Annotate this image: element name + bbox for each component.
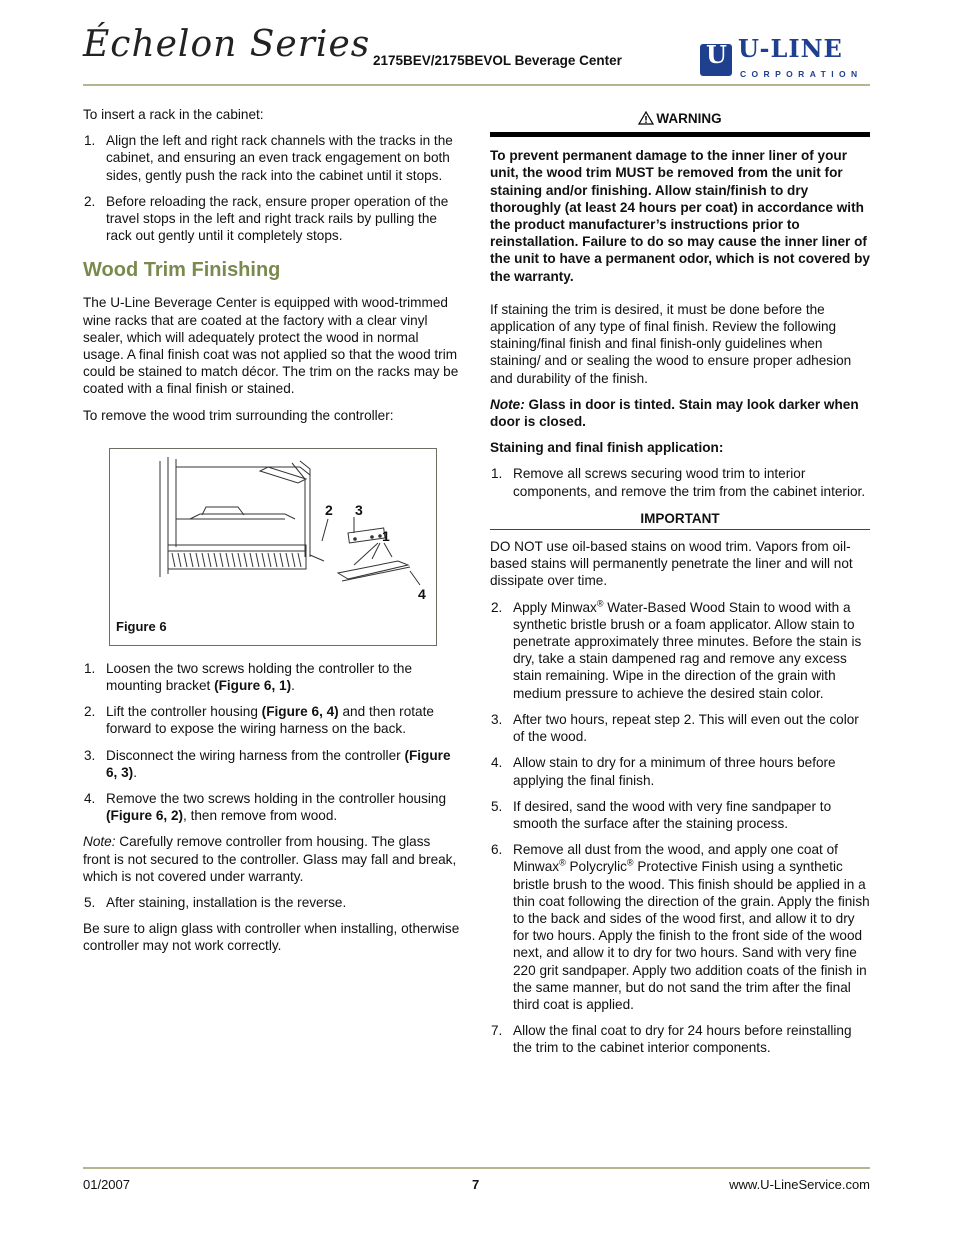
figure-callout: 1: [382, 527, 390, 544]
header-rule: [83, 84, 870, 86]
logo-name: U-LINE: [738, 34, 843, 63]
glass-note: Note: Carefully remove controller from housing. The glass front is not secured to the controller. Glass may fall and break, which is not covered under warranty.: [83, 834, 457, 884]
page-number: 7: [472, 1177, 480, 1192]
figure-6: [109, 448, 437, 646]
left-column: [83, 106, 461, 964]
figure-callout: 4: [418, 585, 426, 602]
list-item: 5. After staining, installation is the reverse.: [84, 895, 347, 911]
figure-callout: 2: [325, 501, 333, 518]
u-line-logo-mark: U: [700, 44, 732, 76]
logo-subtitle: CORPORATION: [740, 69, 863, 79]
insert-intro: To insert a rack in the cabinet:: [83, 107, 264, 122]
footer-rule: [83, 1167, 870, 1169]
figure-caption: Figure 6: [116, 618, 167, 634]
warning-text: To prevent permanent damage to the inner liner of your unit, the wood trim MUST be removed from the unit for staining and/or finishing. Allow stain/finish to dry thoroughly (at least 24 hours per coat) in accordance with the product manufacturer’s instructions prior to reinstallation. Failure to do so may cause the inner liner of the unit to have a permanent odor, which is not covered by the warranty.: [490, 148, 870, 284]
list-item: 4. Allow stain to dry for a minimum of three hours before applying the final finish.: [491, 755, 836, 788]
list-item: 3. After two hours, repeat step 2. This will even out the color of the wood.: [491, 711, 859, 745]
important-heading: IMPORTANT: [490, 510, 870, 530]
closing-paragraph: Be sure to align glass with controller when installing, otherwise controller may not work correctly.: [83, 921, 460, 954]
important-text: DO NOT use oil-based stains on wood trim. Vapors from oil-based stains will permanently penetrate the liner and will not dissipate over time.: [490, 539, 853, 589]
section-heading: Wood Trim Finishing: [83, 259, 281, 282]
list-item: 4. Remove the two screws holding in the controller housing (Figure 6, 2), then remove from wood.: [84, 791, 447, 824]
u-line-logo: [700, 34, 870, 79]
controller-diagram: [110, 449, 436, 645]
series-title: Échelon Series: [83, 24, 371, 65]
list-item: 1. Remove all screws securing wood trim to interior components, and remove the trim from the cabinet interior.: [491, 466, 866, 499]
list-item: 1. Loosen the two screws holding the controller to the mounting bracket (Figure 6, 1).: [84, 660, 413, 694]
list-item: 1. Align the left and right rack channels with the tracks in the cabinet, and ensuring an even track engagement on both sides, gently push the rack into the cabinet until it stops.: [84, 133, 453, 183]
tint-note: Note: Glass in door is tinted. Stain may look darker when door is closed.: [490, 396, 859, 430]
page-header: [83, 24, 870, 86]
list-item: 5. If desired, sand the wood with very fine sandpaper to smooth the surface after the staining process.: [491, 798, 832, 831]
warning-triangle-icon: [638, 111, 654, 125]
figure-callout: 3: [355, 501, 363, 518]
staining-subheading: Staining and final finish application:: [490, 440, 724, 456]
list-item: 2. Before reloading the rack, ensure proper operation of the travel stops in the left and right track rails by pulling the rack out gently until it completely stops.: [84, 193, 449, 244]
model-title: 2175BEV/2175BEVOL Beverage Center: [373, 53, 622, 68]
wood-trim-paragraph: The U-Line Beverage Center is equipped with wood-trimmed wine racks that are coated at the factory with a clear vinyl sealer, which will adequately protect the wood in normal usage. A final finish coat was not applied so that the wood trim could be stained to match décor. The trim on the racks may be coated with a final finish or stained.: [83, 295, 459, 397]
right-column: [490, 106, 870, 1066]
list-item: 6. Remove all dust from the wood, and apply one coat of Minwax® Polycrylic® Protective Finish using a synthetic bristle brush to the wood. This finish should be applied in a thin coat following the direction of the grain. Apply the finish to the back and sides of the wood first, and allow it to dry for two hours. Apply the finish to the front side of the wood next, and allow it to dry for two hours. Sand with very fine 220 grit sandpaper. Apply two addition coats of the finish in the same manner, but do not sand the trim after the final third coat is applied.: [491, 842, 870, 1012]
footer-date: 01/2007: [83, 1177, 130, 1192]
list-item: 3. Disconnect the wiring harness from the controller (Figure 6, 3).: [84, 747, 451, 780]
warning-heading: WARNING: [490, 110, 870, 137]
list-item: 2. Apply Minwax® Water-Based Wood Stain to wood with a synthetic bristle brush or a foam applicator. Allow stain to penetrate approximately three minutes. Before the stain is dry, take a stain dampened rag and remove any excess stain remaining. Wipe in the direction of the grain with medium pressure to achieve the desired stain color.: [491, 598, 862, 701]
list-item: 7. Allow the final coat to dry for 24 hours before reinstalling the trim to the cabinet interior components.: [491, 1023, 852, 1056]
staining-paragraph: If staining the trim is desired, it must be done before the application of any type of final finish. Review the following staining/final finish and final finish-only guidelines when staining/ and or sealing the wood to ensure proper adhesion and durability of the finish.: [490, 301, 852, 386]
remove-intro: To remove the wood trim surrounding the controller:: [83, 407, 394, 423]
list-item: 2. Lift the controller housing (Figure 6, 4) and then rotate forward to expose the wiring harness on the back.: [84, 704, 434, 737]
footer-url[interactable]: www.U-LineService.com: [729, 1177, 870, 1192]
